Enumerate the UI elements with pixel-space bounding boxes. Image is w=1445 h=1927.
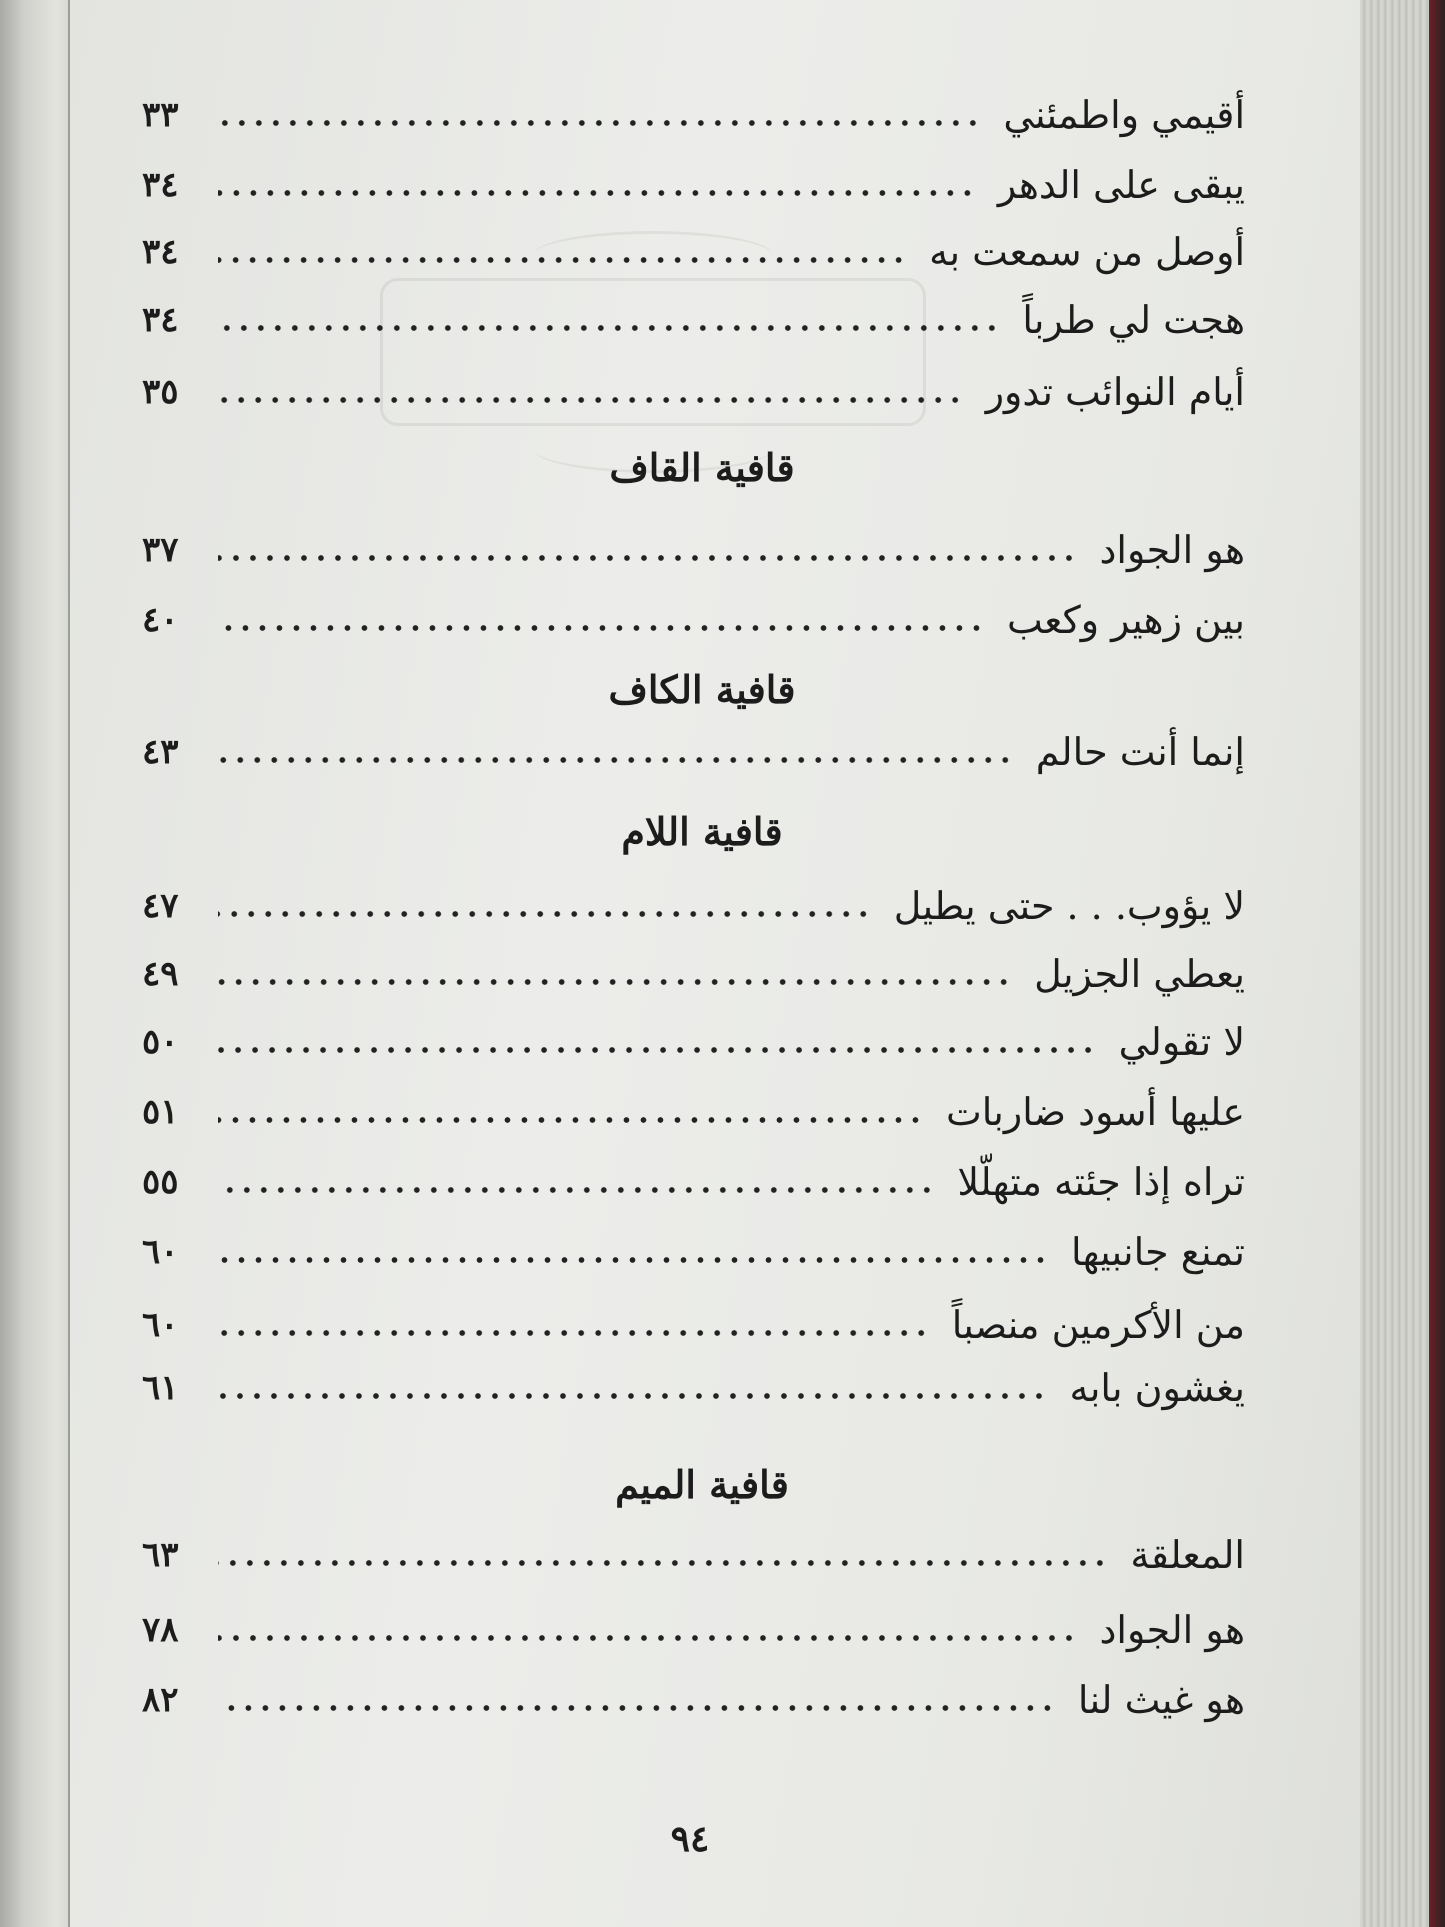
- toc-title: لا يؤوب. . . حتى يطيل: [893, 884, 1245, 928]
- toc-page-number: ٣٤: [142, 165, 179, 205]
- toc-title: تراه إذا جئته متهلّلا: [957, 1160, 1245, 1204]
- page-number: ٩٤: [670, 1818, 710, 1860]
- toc-entry: [142, 590, 1245, 650]
- toc-page-number: ٣٧: [142, 530, 179, 570]
- toc-entry: [142, 1222, 1245, 1282]
- toc-title: عليها أسود ضاربات: [945, 1090, 1245, 1134]
- left-page-edge: [0, 0, 70, 1927]
- dot-leader: [218, 1046, 1097, 1054]
- toc-title: يغشون بابه: [1069, 1366, 1245, 1410]
- toc-page-number: ٣٣: [142, 95, 179, 135]
- toc-title: يعطي الجزيل: [1034, 952, 1245, 996]
- toc-entry: [142, 155, 1245, 215]
- dot-leader: [218, 396, 964, 404]
- dot-leader: [218, 1704, 1056, 1712]
- dot-leader: [218, 1329, 930, 1337]
- dot-leader: [218, 910, 872, 918]
- dot-leader: [218, 624, 985, 632]
- toc-title: هو الجواد: [1099, 528, 1245, 572]
- toc-entry: [142, 1358, 1245, 1418]
- dot-leader: [218, 119, 981, 127]
- toc-entry: [142, 1012, 1245, 1072]
- section-heading: قافية اللام: [621, 809, 783, 854]
- toc-page-number: ٤٣: [142, 732, 179, 772]
- dot-leader: [218, 1256, 1049, 1264]
- toc-title: هجت لي طرباً: [1022, 298, 1245, 342]
- toc-page-number: ٣٥: [142, 372, 179, 412]
- toc-page-number: ٦٠: [142, 1232, 179, 1272]
- toc-entry: [142, 290, 1245, 350]
- dot-leader: [218, 756, 1014, 764]
- section-heading: قافية الميم: [615, 1462, 789, 1507]
- toc-title: أقيمي واطمئني: [1003, 93, 1245, 137]
- toc-page-number: ٧٨: [142, 1610, 179, 1650]
- toc-page-number: ٥١: [142, 1092, 179, 1132]
- toc-entry: [142, 222, 1245, 282]
- dot-leader: [218, 1559, 1108, 1567]
- toc-title: بين زهير وكعب: [1006, 598, 1245, 642]
- toc-page-number: ٨٢: [142, 1680, 179, 1720]
- toc-title: هو الجواد: [1099, 1608, 1245, 1652]
- toc-page-number: ٤٧: [142, 886, 179, 926]
- toc-title: هو غيث لنا: [1077, 1678, 1245, 1722]
- toc-page-number: ٤٩: [142, 954, 179, 994]
- dot-leader: [218, 189, 976, 197]
- toc-page-number: ٤٠: [142, 600, 179, 640]
- toc-entry: [142, 944, 1245, 1004]
- toc-entry: [142, 1082, 1245, 1142]
- toc-title: أيام النوائب تدور: [985, 370, 1245, 414]
- toc-title: لا تقولي: [1118, 1020, 1245, 1064]
- toc-title: أوصل من سمعت به: [929, 230, 1245, 274]
- toc-entry: [142, 1600, 1245, 1660]
- toc-page-number: ٣٤: [142, 300, 179, 340]
- toc-title: تمنع جانبيها: [1071, 1230, 1245, 1274]
- dot-leader: [218, 1392, 1047, 1400]
- dot-leader: [218, 1186, 935, 1194]
- toc-title: إنما أنت حالم: [1035, 730, 1245, 774]
- dot-leader: [218, 554, 1077, 562]
- toc-page-number: ٦١: [142, 1368, 179, 1408]
- section-heading: قافية القاف: [609, 445, 795, 490]
- book-cover-edge: [1429, 0, 1445, 1927]
- toc-title: المعلقة: [1130, 1533, 1245, 1577]
- toc-page-number: ٣٤: [142, 232, 179, 272]
- toc-entry: [142, 1670, 1245, 1730]
- toc-entry: [142, 1152, 1245, 1212]
- toc-entry: [142, 1525, 1245, 1585]
- toc-page-number: ٥٠: [142, 1022, 179, 1062]
- section-heading: قافية الكاف: [608, 667, 796, 712]
- toc-entry: [142, 722, 1245, 782]
- toc-entry: [142, 85, 1245, 145]
- toc-entry: [142, 1295, 1245, 1355]
- dot-leader: [218, 1116, 924, 1124]
- toc-page-number: ٦٣: [142, 1535, 179, 1575]
- toc-page-number: ٦٠: [142, 1305, 179, 1345]
- dot-leader: [218, 1634, 1077, 1642]
- toc-page-number: ٥٥: [142, 1162, 179, 1202]
- toc-title: يبقى على الدهر: [997, 163, 1245, 207]
- dot-leader: [218, 324, 1000, 332]
- dot-leader: [218, 256, 907, 264]
- toc-entry: [142, 876, 1245, 936]
- toc-title: من الأكرمين منصباً: [951, 1303, 1245, 1347]
- dot-leader: [218, 978, 1012, 986]
- toc-entry: [142, 520, 1245, 580]
- toc-entry: [142, 362, 1245, 422]
